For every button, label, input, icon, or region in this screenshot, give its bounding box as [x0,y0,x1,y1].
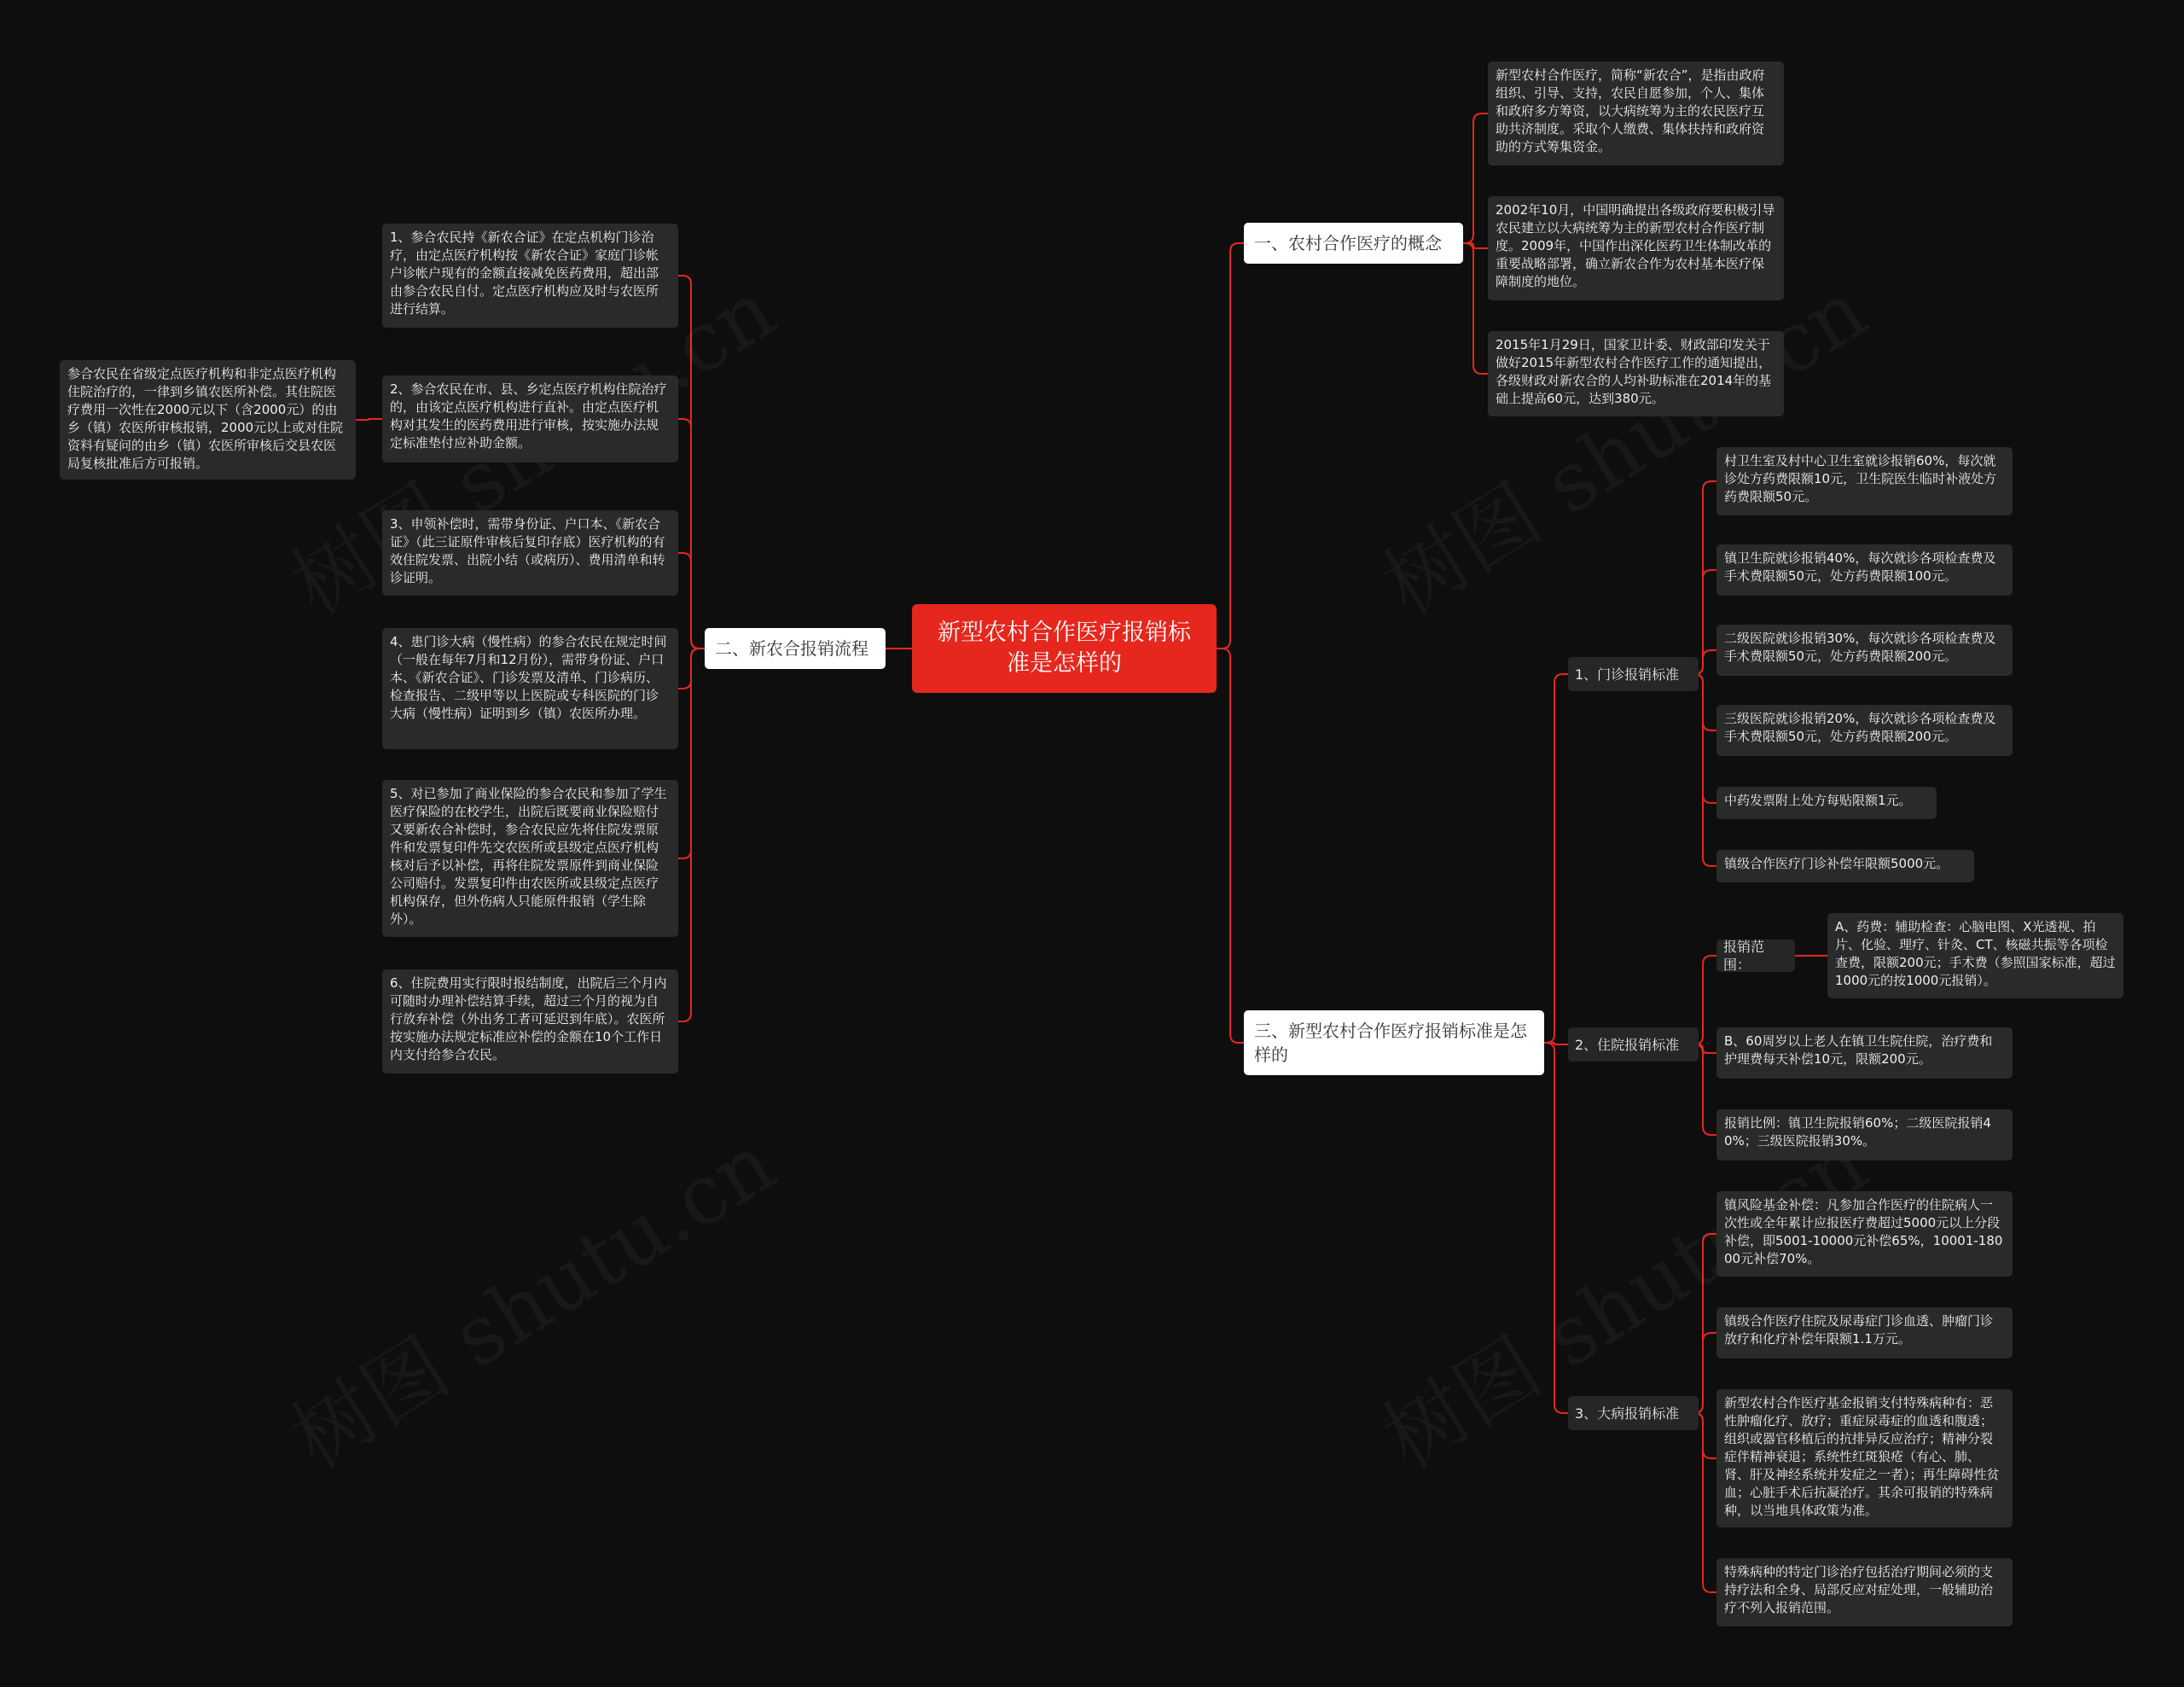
leaf-concept-history: 2002年10月，中国明确提出各级政府要积极引导农民建立以大病统筹为主的新型农村合作医疗制度。2009年，中国作出深化医药卫生体制改革的重要战略部署，确立新农合作为农村基本医疗保障制度的地位。 [1488,196,1784,300]
connector-line [1217,243,1244,649]
connector-line [1463,243,1488,374]
leaf-outpatient-annual-limit: 镇级合作医疗门诊补偿年限额5000元。 [1716,850,1974,882]
root-topic[interactable]: 新型农村合作医疗报销标准是怎样的 [912,604,1217,693]
leaf-major-special-outpatient: 特殊病种的特定门诊治疗包括治疗期间必须的支持疗法和全身、局部反应对症处理，一般辅助治疗不列入报销范围。 [1716,1558,2013,1626]
leaf-major-risk-fund: 镇风险基金补偿：凡参加合作医疗的住院病人一次性或全年累计应报医疗费超过5000元以上分段补偿，即5001-10000元补偿65%，10001-18000元补偿70%。 [1716,1191,2013,1277]
leaf-major-annual-limit: 镇级合作医疗住院及尿毒症门诊血透、肿瘤门诊放疗和化疗补偿年限额1.1万元。 [1716,1307,2013,1358]
leaf-outpatient-town: 镇卫生院就诊报销40%，每次就诊各项检查费及手术费限额50元，处方药费限额100元。 [1716,544,2013,596]
sub-inpatient[interactable]: 2、住院报销标准 [1568,1027,1699,1062]
leaf-inpatient-ratio: 报销比例：镇卫生院报销60%；二级医院报销40%；三级医院报销30%。 [1716,1109,2013,1161]
leaf-process-step-5: 5、对已参加了商业保险的参合农民和参加了学生医疗保险的在校学生，出院后既要商业保险赔付又要新农合补偿时，参合农民应先将住院发票原件和发票复印件先交农医所或县级定点医疗机构核对后予以补偿，再将住院发票原件到商业保险公司赔付。发票复印件由农医所或县级定点医疗机构保存，但外伤病人只能原件报销（学生除外）。 [382,780,678,937]
connector-line [1463,113,1488,243]
connector-line [1544,1043,1568,1413]
sub-outpatient[interactable]: 1、门诊报销标准 [1568,657,1699,691]
branch-concept[interactable]: 一、农村合作医疗的概念 [1244,223,1463,264]
leaf-major-special-diseases: 新型农村合作医疗基金报销支付特殊病种有：恶性肿瘤化疗、放疗；重症尿毒症的血透和腹透；组织或器官移植后的抗排异反应治疗；精神分裂症伴精神衰退；系统性红斑狼疮（有心、肺、肾、肝及神经系统并发症之一者）；再生障碍性贫血；心脏手术后抗凝治疗。其余可报销的特殊病种，以当地具体政策为准。 [1716,1389,2013,1527]
leaf-inpatient-scope-detail: A、药费：辅助检查：心脑电图、X光透视、拍片、化验、理疗、针灸、CT、核磁共振等各项检查费，限额200元；手术费（参照国家标准，超过1000元的按1000元报销）。 [1827,913,2123,998]
inpatient-scope-label[interactable]: 报销范围： [1716,939,1795,972]
leaf-inpatient-elderly: B、60周岁以上老人在镇卫生院住院，治疗费和护理费每天补偿10元，限额200元。 [1716,1027,2013,1079]
leaf-outpatient-level2: 二级医院就诊报销30%，每次就诊各项检查费及手术费限额50元，处方药费限额200元。 [1716,625,2013,676]
leaf-concept-2015: 2015年1月29日，国家卫计委、财政部印发关于做好2015年新型农村合作医疗工作的通知提出，各级财政对新农合的人均补助标准在2014年的基础上提高60元，达到380元。 [1488,331,1784,416]
connector-line [1694,1413,1716,1592]
leaf-process-step-3: 3、申领补偿时，需带身份证、户口本、《新农合证》（此三证原件审核后复印存底）医疗机构的有效住院发票、出院小结（或病历）、费用清单和转诊证明。 [382,510,678,596]
leaf-process-step-4: 4、患门诊大病（慢性病）的参合农民在规定时间（一般在每年7月和12月份），需带身份证、户口本、《新农合证》、门诊发票及清单、门诊病历、检查报告、二级甲等以上医院或专科医院的门诊大病（慢性病）证明到乡（镇）农医所办理。 [382,628,678,749]
leaf-concept-definition: 新型农村合作医疗，简称“新农合”，是指由政府组织、引导、支持，农民自愿参加，个人、集体和政府多方筹资，以大病统筹为主的农民医疗互助共济制度。采取个人缴费、集体扶持和政府资助的方式筹集资金。 [1488,61,1784,166]
leaf-process-step-2-detail: 参合农民在省级定点医疗机构和非定点医疗机构住院治疗的，一律到乡镇农医所补偿。其住院医疗费用一次性在2000元以下（含2000元）的由乡（镇）农医所审核报销，2000元以上或对住院资料有疑问的由乡（镇）农医所审核后交县农医局复核批准后方可报销。 [60,360,356,480]
connector-line [1217,649,1244,1043]
sub-major-illness[interactable]: 3、大病报销标准 [1568,1396,1699,1430]
leaf-outpatient-village: 村卫生室及村中心卫生室就诊报销60%，每次就诊处方药费限额10元，卫生院医生临时补液处方药费限额50元。 [1716,447,2013,515]
leaf-process-step-2: 2、参合农民在市、县、乡定点医疗机构住院治疗的，由该定点医疗机构进行直补。由定点医疗机构对其发生的医药费用进行审核，按实施办法规定标准垫付应补助金额。 [382,375,678,462]
connector-line [356,419,382,420]
leaf-outpatient-level3: 三级医院就诊报销20%，每次就诊各项检查费及手术费限额50元，处方药费限额200元。 [1716,705,2013,756]
connector-line [1694,481,1716,674]
connector-line [1694,674,1716,803]
connector-line [678,553,705,649]
branch-process[interactable]: 二、新农合报销流程 [705,628,886,669]
leaf-process-step-6: 6、住院费用实行限时报结制度，出院后三个月内可随时办理补偿结算手续，超过三个月的视为自行放弃补偿（外出务工者可延迟到年底）。农医所按实施办法规定标准应补偿的金额在10个工作日内支付给参合农民。 [382,969,678,1073]
branch-standards[interactable]: 三、新型农村合作医疗报销标准是怎样的 [1244,1010,1544,1075]
leaf-outpatient-chinese-medicine: 中药发票附上处方每贴限额1元。 [1716,787,1937,819]
connector-line [678,649,705,1021]
connector-line [1544,674,1568,1043]
connector-line [1694,1234,1716,1413]
connector-line [1694,674,1716,866]
leaf-process-step-1: 1、参合农民持《新农合证》在定点机构门诊治疗，由定点医疗机构按《新农合证》家庭门诊帐户诊帐户现有的金额直接减免医药费用，超出部由参合农民自付。定点医疗机构应及时与农医所进行结算。 [382,224,678,328]
